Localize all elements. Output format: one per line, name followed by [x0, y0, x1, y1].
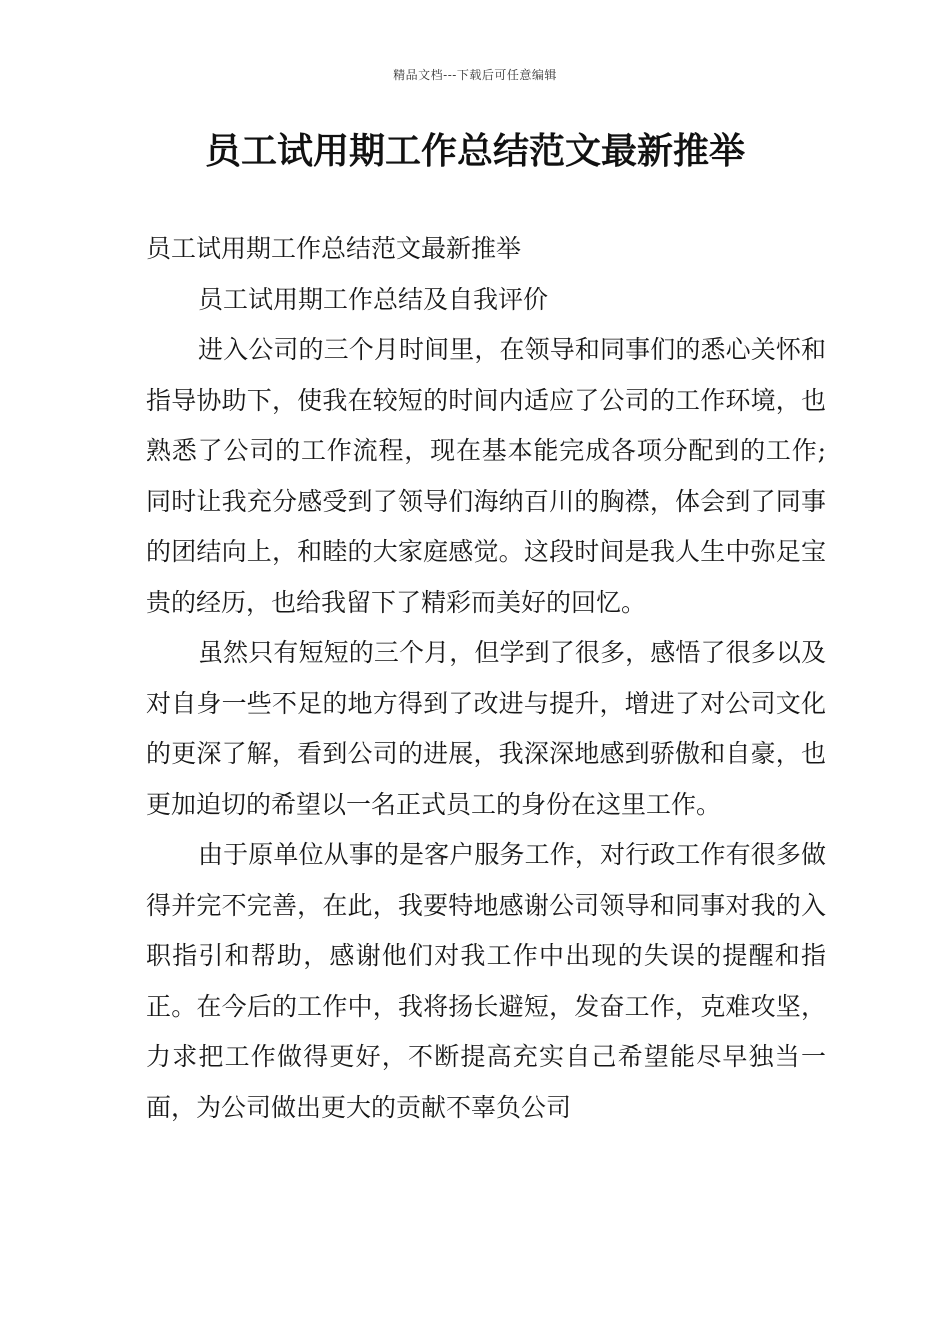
body-paragraph: 进入公司的三个月时间里，在领导和同事们的悉心关怀和指导协助下，使我在较短的时间内适应了公司的工作环境，也熟悉了公司的工作流程，现在基本能完成各项分配到的工作;同时让我充分感受到了领导们海纳百川的胸襟，体会到了同事的团结向上，和睦的大家庭感觉。这段时间是我人生中弥足宝贵的经历，也给我留下了精彩而美好的回忆。	[146, 335, 826, 617]
document-title: 员工试用期工作总结范文最新推举	[204, 131, 745, 172]
body-paragraph: 由于原单位从事的是客户服务工作，对行政工作有很多做得并完不完善，在此，我要特地感谢公司领导和同事对我的入职指引和帮助，感谢他们对我工作中出现的失误的提醒和指正。在今后的工作中，我将扬长避短，发奋工作，克难攻坚，力求把工作做得更好，不断提高充实自己希望能尽早独当一面，为公司做出更大的贡献不辜负公司	[146, 840, 826, 1122]
section-subtitle: 员工试用期工作总结及自我评价	[198, 284, 549, 314]
header-note: 精品文档---下载后可任意编辑	[393, 68, 557, 82]
body-heading: 员工试用期工作总结范文最新推举	[146, 234, 522, 263]
document-body	[146, 224, 826, 1133]
body-paragraph: 虽然只有短短的三个月，但学到了很多，感悟了很多以及对自身一些不足的地方得到了改进与提升，增进了对公司文化的更深了解，看到公司的进展，我深深地感到骄傲和自豪，也更加迫切的希望以一名正式员工的身份在这里工作。	[146, 638, 826, 819]
